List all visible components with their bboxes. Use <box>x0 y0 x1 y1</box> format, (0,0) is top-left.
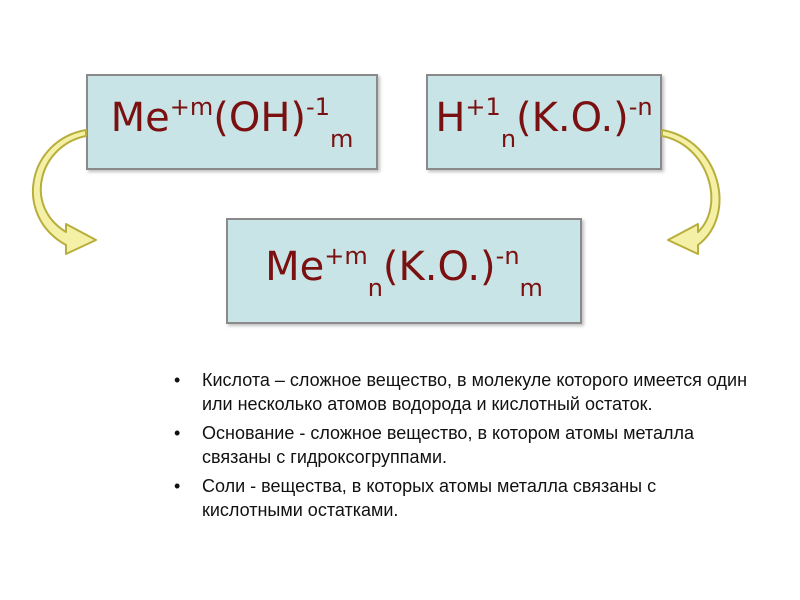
formula-part: (K.O.) <box>382 244 496 290</box>
right-curved-arrow <box>662 130 719 254</box>
list-item <box>170 474 750 522</box>
formula-superscript: -1 <box>306 93 330 121</box>
formula-part: Me <box>110 95 170 141</box>
definition-acid: Кислота – сложное вещество, в молекуле которого имеется один или несколько атомов водорода и кислотный остаток. <box>202 370 748 414</box>
formula-part: (K.O.) <box>516 95 629 141</box>
bullet: • <box>174 476 181 496</box>
list-item <box>170 421 750 469</box>
formula-superscript: +1 <box>465 93 501 121</box>
definition-base: Основание - сложное вещество, в котором атомы металла связаны с гидроксогруппами. <box>202 423 694 467</box>
bullet: • <box>174 370 181 390</box>
formula-subscript: m <box>329 125 354 153</box>
formula-superscript: +m <box>324 242 368 270</box>
formula-part: (OH) <box>213 95 307 141</box>
formula-subscript: n <box>500 125 517 153</box>
formula-superscript: -n <box>628 93 653 121</box>
formula-subscript: m <box>519 274 543 302</box>
formula-part: Me <box>265 244 325 290</box>
formula-part: H <box>435 95 466 141</box>
formula-superscript: -n <box>495 242 520 270</box>
list-item <box>170 368 750 416</box>
formula-subscript: n <box>367 274 383 302</box>
formula-superscript: +m <box>169 93 214 121</box>
left-curved-arrow <box>33 130 96 254</box>
bullet: • <box>174 423 181 443</box>
definition-salt: Соли - вещества, в которых атомы металла связаны с кислотными остатками. <box>202 476 657 520</box>
definitions-list <box>170 368 750 527</box>
